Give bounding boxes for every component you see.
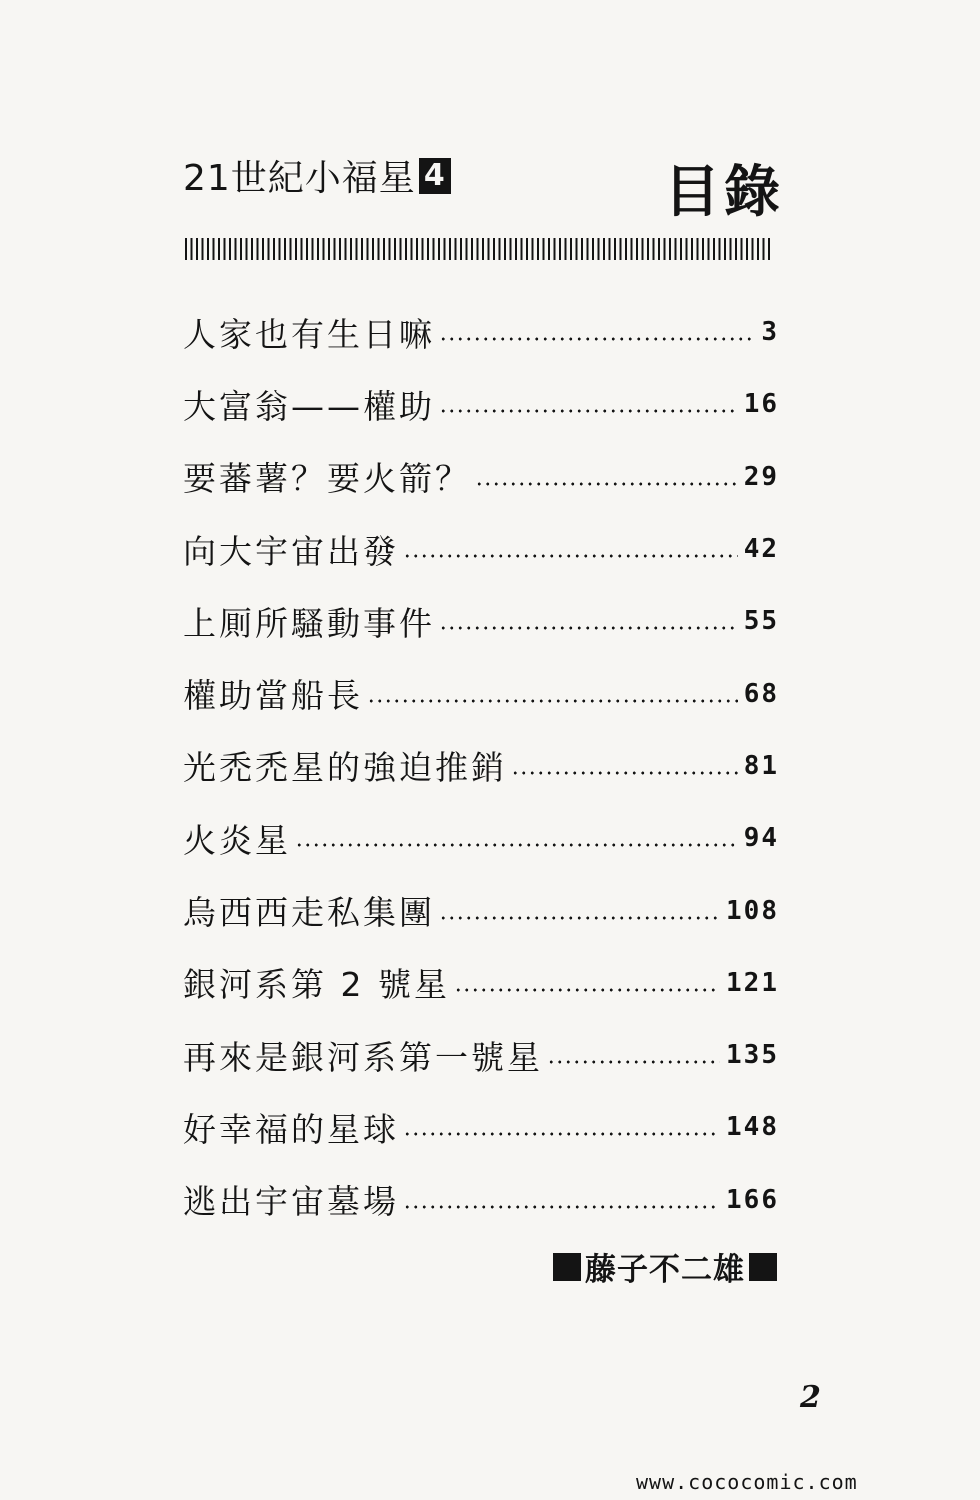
- toc-entry-page: 55: [743, 606, 779, 637]
- toc-entry: [183, 1019, 779, 1091]
- author-credit: [553, 1244, 777, 1289]
- dot-leader: [439, 409, 738, 413]
- toc-entry-page: 135: [726, 1040, 779, 1071]
- dot-leader: [403, 1205, 720, 1209]
- decorative-rule: [185, 238, 771, 260]
- toc-entry-title: 光禿禿星的強迫推銷: [183, 748, 507, 788]
- toc-entry-title: 再來是銀河系第一號星: [183, 1037, 543, 1077]
- toc-entry-title: 人家也有生日嘛: [183, 314, 435, 354]
- toc-heading: 目錄: [664, 160, 784, 225]
- dot-leader: [511, 771, 738, 775]
- dot-leader: [403, 1132, 720, 1136]
- toc-entry-page: 29: [743, 461, 779, 492]
- toc-entry-title: 要蕃薯？要火箭？: [183, 459, 471, 499]
- toc-entry-title: 逃出宇宙墓場: [183, 1182, 399, 1222]
- toc-entry: [183, 296, 779, 368]
- toc-entry-page: 68: [743, 678, 779, 709]
- dot-leader: [403, 554, 738, 558]
- toc-entry: [183, 874, 779, 946]
- toc-entry-page: 148: [726, 1112, 779, 1143]
- toc-entry: [183, 802, 779, 874]
- toc-entry: [183, 1091, 779, 1163]
- toc-entry: [183, 730, 779, 802]
- dot-leader: [454, 988, 720, 992]
- toc-entry-page: 81: [743, 750, 779, 781]
- toc-entry-page: 3: [761, 317, 779, 348]
- toc-entry-page: 94: [743, 823, 779, 854]
- series-title-text: 21世紀小福星: [183, 158, 416, 199]
- toc-entry: [183, 441, 779, 513]
- table-of-contents: [183, 296, 779, 1236]
- toc-entry: [183, 585, 779, 657]
- dot-leader: [439, 916, 720, 920]
- toc-entry: [183, 947, 779, 1019]
- toc-entry-title: 權助當船長: [183, 676, 363, 716]
- watermark: www.cococomic.com: [636, 1470, 858, 1494]
- toc-entry-title: 好幸福的星球: [183, 1109, 399, 1149]
- black-square-icon: [553, 1253, 581, 1281]
- dot-leader: [475, 482, 738, 486]
- toc-entry-page: 16: [743, 389, 779, 420]
- toc-entry-page: 108: [726, 895, 779, 926]
- toc-entry-title: 大富翁——權助: [183, 386, 435, 426]
- toc-entry-page: 42: [743, 534, 779, 565]
- toc-entry-title: 向大宇宙出發: [183, 531, 399, 571]
- toc-entry: [183, 657, 779, 729]
- dot-leader: [439, 337, 755, 341]
- dot-leader: [367, 699, 738, 703]
- series-title: [183, 150, 451, 201]
- toc-entry: [183, 368, 779, 440]
- toc-entry-title: 銀河系第 2 號星: [183, 965, 450, 1005]
- toc-entry-title: 烏西西走私集團: [183, 893, 435, 933]
- toc-entry: [183, 513, 779, 585]
- toc-entry-page: 166: [726, 1184, 779, 1215]
- page-number: 2: [800, 1380, 821, 1415]
- author-name: 藤子不二雄: [585, 1252, 745, 1288]
- dot-leader: [439, 626, 738, 630]
- dot-leader: [547, 1060, 720, 1064]
- dot-leader: [295, 843, 738, 847]
- toc-entry-title: 火炎星: [183, 820, 291, 860]
- volume-badge: 4: [419, 158, 451, 194]
- toc-entry-title: 上厠所騷動事件: [183, 603, 435, 643]
- toc-entry: [183, 1164, 779, 1236]
- black-square-icon: [749, 1253, 777, 1281]
- toc-entry-page: 121: [726, 967, 779, 998]
